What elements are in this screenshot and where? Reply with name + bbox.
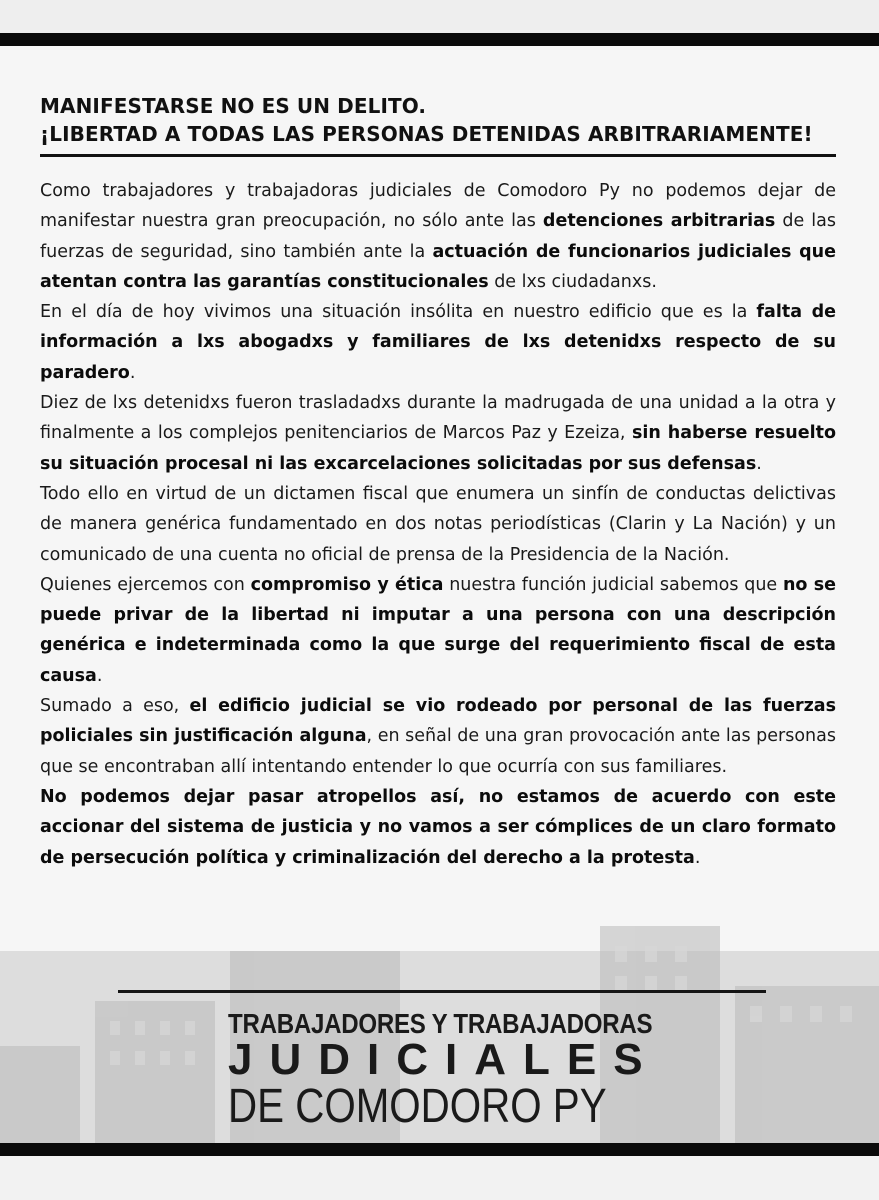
- headline-line-2: ¡LIBERTAD A TODAS LAS PERSONAS DETENIDAS ARBITRARIAMENTE!: [40, 122, 813, 146]
- headline: [40, 92, 840, 148]
- top-black-bar: [0, 33, 879, 46]
- signature-block: [228, 1008, 668, 1132]
- paragraph-4: Todo ello en virtud de un dictamen fiscal que enumera un sinfín de conductas delictivas de manera genérica fundamentado en dos notas periodísticas (Clarin y La Nación) y un comunicado de una cuenta no oficial de prensa de la Presidencia de la Nación.: [40, 483, 836, 565]
- statement-body: [40, 176, 836, 873]
- paragraph-6: Sumado a eso, el edificio judicial se vio rodeado por personal de las fuerzas policiales sin justificación alguna, en señal de una gran provocación ante las personas que se encontraban allí intentando entender lo que ocurría con sus familiares.: [40, 696, 836, 777]
- paragraph-3: Diez de lxs detenidxs fueron trasladadxs durante la madrugada de una unidad a la otra y finalmente a los complejos penitenciarios de Marcos Paz y Ezeiza, sin haberse resuelto su situación procesal ni las excarcelaciones solicitadas por sus defensas.: [40, 393, 836, 474]
- headline-divider: [40, 154, 836, 157]
- paragraph-5: Quienes ejercemos con compromiso y ética nuestra función judicial sabemos que no se puede privar de la libertad ni imputar a una persona con una descripción genérica e indeterminada como la que surge del requerimiento fiscal de esta causa.: [40, 574, 836, 686]
- flyer-page: [0, 46, 879, 1143]
- signature-divider: [118, 990, 766, 993]
- paragraph-7: No podemos dejar pasar atropellos así, no estamos de acuerdo con este accionar del sistema de justicia y no vamos a ser cómplices de un claro formato de persecución política y criminalización del derecho a la protesta.: [40, 786, 836, 868]
- bottom-strip: [0, 1156, 879, 1200]
- signature-line-3: DE COMODORO PY: [228, 1080, 607, 1133]
- headline-line-1: MANIFESTARSE NO ES UN DELITO.: [40, 94, 427, 118]
- signature-line-1: TRABAJADORES Y TRABAJADORAS: [228, 1008, 653, 1039]
- paragraph-2: En el día de hoy vivimos una situación insólita en nuestro edificio que es la falta de información a lxs abogadxs y familiares de lxs detenidxs respecto de su paradero.: [40, 302, 836, 383]
- signature-line-2: JUDICIALES: [228, 1035, 660, 1084]
- paragraph-1: Como trabajadores y trabajadoras judiciales de Comodoro Py no podemos dejar de manifestar nuestra gran preocupación, no sólo ante las detenciones arbitrarias de las fuerzas de seguridad, sino también ante la actuación de funcionarios judiciales que atentan contra las garantías constitucionales de lxs ciudadanxs.: [40, 181, 837, 292]
- bottom-black-bar: [0, 1143, 879, 1156]
